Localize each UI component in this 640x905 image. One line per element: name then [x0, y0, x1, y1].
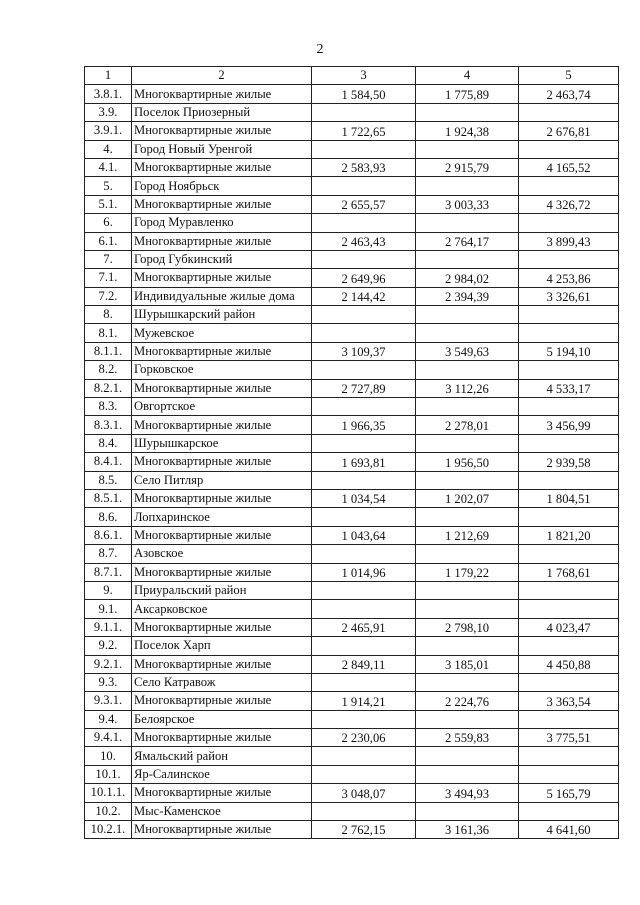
header-row	[85, 67, 619, 85]
row-name: Яр-Салинское	[132, 765, 312, 783]
table-row	[85, 287, 619, 305]
row-name: Лопхаринское	[132, 508, 312, 526]
row-value-col4: 1 924,38	[416, 122, 519, 140]
table-row	[85, 453, 619, 471]
row-value-col4	[416, 637, 519, 655]
row-value-col4: 3 494,93	[416, 784, 519, 802]
table-row	[85, 342, 619, 360]
row-number: 8.3.1.	[85, 416, 132, 434]
row-name: Многоквартирные жилые	[132, 232, 312, 250]
row-value-col3: 3 109,37	[312, 342, 416, 360]
row-number: 10.	[85, 747, 132, 765]
row-value-col4: 3 185,01	[416, 655, 519, 673]
row-value-col5	[519, 434, 619, 452]
row-value-col4	[416, 324, 519, 342]
table-header	[85, 67, 619, 85]
row-value-col4: 3 161,36	[416, 821, 519, 839]
row-number: 9.4.1.	[85, 729, 132, 747]
row-name: Многоквартирные жилые	[132, 453, 312, 471]
row-value-col5: 4 450,88	[519, 655, 619, 673]
row-value-col4: 1 212,69	[416, 526, 519, 544]
row-value-col5: 3 775,51	[519, 729, 619, 747]
table-row	[85, 526, 619, 544]
row-value-col4: 3 003,33	[416, 195, 519, 213]
row-name: Мужевское	[132, 324, 312, 342]
row-name: Многоквартирные жилые	[132, 655, 312, 673]
row-name: Многоквартирные жилые	[132, 158, 312, 176]
row-value-col3: 2 649,96	[312, 269, 416, 287]
row-name: Многоквартирные жилые	[132, 729, 312, 747]
row-name: Многоквартирные жилые	[132, 692, 312, 710]
table-row	[85, 232, 619, 250]
header-col-2: 2	[132, 67, 312, 85]
table-row	[85, 600, 619, 618]
table-row	[85, 581, 619, 599]
row-value-col3: 2 583,93	[312, 158, 416, 176]
row-value-col4	[416, 673, 519, 691]
row-number: 8.7.1.	[85, 563, 132, 581]
row-value-col4	[416, 802, 519, 820]
row-value-col5	[519, 545, 619, 563]
row-name: Многоквартирные жилые	[132, 563, 312, 581]
table-row	[85, 214, 619, 232]
row-value-col5	[519, 765, 619, 783]
row-value-col3: 1 966,35	[312, 416, 416, 434]
row-number: 5.	[85, 177, 132, 195]
row-value-col5	[519, 398, 619, 416]
row-name: Многоквартирные жилые	[132, 122, 312, 140]
row-value-col4	[416, 747, 519, 765]
row-value-col3: 2 144,42	[312, 287, 416, 305]
table-row	[85, 821, 619, 839]
row-name: Город Муравленко	[132, 214, 312, 232]
row-name: Город Губкинский	[132, 250, 312, 268]
row-value-col3: 1 034,54	[312, 489, 416, 507]
row-name: Многоквартирные жилые	[132, 489, 312, 507]
row-value-col3	[312, 214, 416, 232]
row-value-col4: 3 112,26	[416, 379, 519, 397]
row-value-col5: 2 939,58	[519, 453, 619, 471]
table-row	[85, 122, 619, 140]
table-row	[85, 471, 619, 489]
row-value-col4	[416, 545, 519, 563]
row-name: Многоквартирные жилые	[132, 526, 312, 544]
table-row	[85, 489, 619, 507]
row-value-col3	[312, 471, 416, 489]
row-name: Ямальский район	[132, 747, 312, 765]
row-number: 8.2.1.	[85, 379, 132, 397]
row-name: Многоквартирные жилые	[132, 784, 312, 802]
row-value-col5: 4 533,17	[519, 379, 619, 397]
row-value-col4: 2 798,10	[416, 618, 519, 636]
row-value-col3: 2 465,91	[312, 618, 416, 636]
row-value-col4	[416, 306, 519, 324]
row-value-col4	[416, 361, 519, 379]
row-number: 8.7.	[85, 545, 132, 563]
row-name: Шурышкарский район	[132, 306, 312, 324]
page-number: 2	[316, 42, 324, 57]
row-number: 8.1.	[85, 324, 132, 342]
row-number: 8.5.	[85, 471, 132, 489]
row-number: 10.1.1.	[85, 784, 132, 802]
row-value-col5	[519, 140, 619, 158]
row-number: 7.	[85, 250, 132, 268]
row-value-col3	[312, 747, 416, 765]
row-name: Приуральский район	[132, 581, 312, 599]
row-value-col3: 1 584,50	[312, 85, 416, 103]
row-value-col5	[519, 103, 619, 121]
row-value-col5: 3 363,54	[519, 692, 619, 710]
table-row	[85, 673, 619, 691]
row-value-col4	[416, 471, 519, 489]
row-value-col3	[312, 710, 416, 728]
row-name: Многоквартирные жилые	[132, 269, 312, 287]
row-number: 8.	[85, 306, 132, 324]
table-row	[85, 85, 619, 103]
row-name: Индивидуальные жилые дома	[132, 287, 312, 305]
row-name: Многоквартирные жилые	[132, 618, 312, 636]
row-name: Многоквартирные жилые	[132, 85, 312, 103]
row-value-col5: 1 768,61	[519, 563, 619, 581]
row-value-col3: 2 655,57	[312, 195, 416, 213]
header-col-5: 5	[519, 67, 619, 85]
table-row	[85, 140, 619, 158]
row-value-col5	[519, 508, 619, 526]
row-number: 8.1.1.	[85, 342, 132, 360]
row-value-col5: 2 463,74	[519, 85, 619, 103]
row-name: Многоквартирные жилые	[132, 342, 312, 360]
row-value-col3: 1 722,65	[312, 122, 416, 140]
row-name: Город Новый Уренгой	[132, 140, 312, 158]
row-name: Горковское	[132, 361, 312, 379]
table-row	[85, 434, 619, 452]
table-row	[85, 618, 619, 636]
row-name: Поселок Харп	[132, 637, 312, 655]
row-value-col3	[312, 765, 416, 783]
row-value-col3	[312, 324, 416, 342]
row-name: Многоквартирные жилые	[132, 416, 312, 434]
row-value-col4	[416, 508, 519, 526]
row-value-col4	[416, 177, 519, 195]
row-value-col5	[519, 471, 619, 489]
row-value-col5	[519, 324, 619, 342]
row-value-col5	[519, 581, 619, 599]
row-value-col4	[416, 214, 519, 232]
row-name: Азовское	[132, 545, 312, 563]
row-value-col3: 2 849,11	[312, 655, 416, 673]
table-row	[85, 269, 619, 287]
row-value-col3: 3 048,07	[312, 784, 416, 802]
row-number: 10.2.	[85, 802, 132, 820]
row-value-col4: 2 984,02	[416, 269, 519, 287]
table-row	[85, 324, 619, 342]
row-value-col3	[312, 802, 416, 820]
row-name: Шурышкарское	[132, 434, 312, 452]
row-value-col3	[312, 545, 416, 563]
row-number: 8.4.1.	[85, 453, 132, 471]
row-name: Многоквартирные жилые	[132, 379, 312, 397]
row-value-col4	[416, 434, 519, 452]
table-row	[85, 416, 619, 434]
row-value-col3	[312, 508, 416, 526]
row-value-col3: 2 762,15	[312, 821, 416, 839]
row-value-col5	[519, 747, 619, 765]
row-number: 4.1.	[85, 158, 132, 176]
row-value-col5: 3 899,43	[519, 232, 619, 250]
row-value-col5: 1 821,20	[519, 526, 619, 544]
row-value-col5	[519, 214, 619, 232]
row-value-col4: 3 549,63	[416, 342, 519, 360]
header-col-4: 4	[416, 67, 519, 85]
row-number: 3.9.	[85, 103, 132, 121]
row-name: Многоквартирные жилые	[132, 821, 312, 839]
row-name: Село Питляр	[132, 471, 312, 489]
table-row	[85, 398, 619, 416]
table-row	[85, 637, 619, 655]
table-row	[85, 655, 619, 673]
row-name: Аксарковское	[132, 600, 312, 618]
row-value-col3: 1 043,64	[312, 526, 416, 544]
table-row	[85, 158, 619, 176]
row-number: 10.2.1.	[85, 821, 132, 839]
row-number: 8.2.	[85, 361, 132, 379]
row-value-col3	[312, 177, 416, 195]
row-value-col4: 1 202,07	[416, 489, 519, 507]
row-number: 9.	[85, 581, 132, 599]
row-value-col5	[519, 802, 619, 820]
row-number: 5.1.	[85, 195, 132, 213]
row-value-col4	[416, 710, 519, 728]
row-value-col4	[416, 581, 519, 599]
table-row	[85, 692, 619, 710]
row-value-col5	[519, 710, 619, 728]
row-value-col3: 2 230,06	[312, 729, 416, 747]
row-value-col3	[312, 103, 416, 121]
row-value-col3	[312, 434, 416, 452]
row-value-col4	[416, 398, 519, 416]
table-row	[85, 250, 619, 268]
row-name: Многоквартирные жилые	[132, 195, 312, 213]
row-number: 7.1.	[85, 269, 132, 287]
table-body	[85, 85, 619, 839]
row-name: Овгортское	[132, 398, 312, 416]
row-value-col5	[519, 673, 619, 691]
row-number: 9.1.	[85, 600, 132, 618]
row-value-col4: 1 956,50	[416, 453, 519, 471]
row-value-col4	[416, 250, 519, 268]
table-row	[85, 545, 619, 563]
row-value-col3: 2 727,89	[312, 379, 416, 397]
row-number: 8.6.	[85, 508, 132, 526]
table-row	[85, 710, 619, 728]
row-number: 6.1.	[85, 232, 132, 250]
table-row	[85, 508, 619, 526]
row-value-col3	[312, 361, 416, 379]
row-value-col3	[312, 140, 416, 158]
row-number: 10.1.	[85, 765, 132, 783]
table-row	[85, 361, 619, 379]
row-value-col4: 2 394,39	[416, 287, 519, 305]
row-number: 4.	[85, 140, 132, 158]
row-value-col3	[312, 600, 416, 618]
row-value-col5: 3 326,61	[519, 287, 619, 305]
row-value-col5: 4 023,47	[519, 618, 619, 636]
row-name: Мыс-Каменское	[132, 802, 312, 820]
header-col-3: 3	[312, 67, 416, 85]
table-row	[85, 195, 619, 213]
row-value-col4	[416, 140, 519, 158]
row-number: 9.3.	[85, 673, 132, 691]
table-row	[85, 379, 619, 397]
table-row	[85, 784, 619, 802]
row-number: 6.	[85, 214, 132, 232]
row-value-col3: 2 463,43	[312, 232, 416, 250]
row-value-col3	[312, 250, 416, 268]
row-value-col5: 5 194,10	[519, 342, 619, 360]
row-value-col5: 4 641,60	[519, 821, 619, 839]
row-value-col4	[416, 600, 519, 618]
tariff-table	[84, 66, 619, 839]
row-value-col4: 1 775,89	[416, 85, 519, 103]
row-name: Село Катравож	[132, 673, 312, 691]
row-value-col5	[519, 361, 619, 379]
row-value-col3	[312, 637, 416, 655]
row-value-col4	[416, 765, 519, 783]
row-value-col3: 1 014,96	[312, 563, 416, 581]
row-value-col5	[519, 306, 619, 324]
row-value-col5	[519, 600, 619, 618]
row-value-col5: 4 253,86	[519, 269, 619, 287]
row-value-col4: 2 764,17	[416, 232, 519, 250]
row-value-col5: 4 326,72	[519, 195, 619, 213]
row-name: Город Ноябрьск	[132, 177, 312, 195]
row-name: Поселок Приозерный	[132, 103, 312, 121]
row-number: 9.2.	[85, 637, 132, 655]
row-value-col5	[519, 250, 619, 268]
row-number: 3.8.1.	[85, 85, 132, 103]
row-number: 9.1.1.	[85, 618, 132, 636]
table-row	[85, 747, 619, 765]
row-value-col5: 5 165,79	[519, 784, 619, 802]
row-value-col5	[519, 177, 619, 195]
row-value-col3	[312, 398, 416, 416]
row-number: 9.2.1.	[85, 655, 132, 673]
row-name: Белоярское	[132, 710, 312, 728]
row-value-col4: 2 278,01	[416, 416, 519, 434]
row-value-col5: 2 676,81	[519, 122, 619, 140]
header-col-1: 1	[85, 67, 132, 85]
row-number: 8.4.	[85, 434, 132, 452]
table-row	[85, 177, 619, 195]
row-value-col4: 2 559,83	[416, 729, 519, 747]
row-number: 9.4.	[85, 710, 132, 728]
row-number: 8.5.1.	[85, 489, 132, 507]
row-number: 8.6.1.	[85, 526, 132, 544]
row-number: 3.9.1.	[85, 122, 132, 140]
row-value-col3: 1 693,81	[312, 453, 416, 471]
table-row	[85, 765, 619, 783]
row-number: 9.3.1.	[85, 692, 132, 710]
table-row	[85, 306, 619, 324]
row-value-col5	[519, 637, 619, 655]
row-value-col5: 1 804,51	[519, 489, 619, 507]
row-value-col5: 3 456,99	[519, 416, 619, 434]
row-number: 7.2.	[85, 287, 132, 305]
row-value-col4: 2 915,79	[416, 158, 519, 176]
row-value-col3: 1 914,21	[312, 692, 416, 710]
table-row	[85, 802, 619, 820]
table-row	[85, 729, 619, 747]
table-row	[85, 103, 619, 121]
row-value-col3	[312, 581, 416, 599]
row-value-col4: 1 179,22	[416, 563, 519, 581]
table-row	[85, 563, 619, 581]
row-value-col3	[312, 673, 416, 691]
row-value-col4	[416, 103, 519, 121]
row-value-col3	[312, 306, 416, 324]
row-value-col4: 2 224,76	[416, 692, 519, 710]
row-value-col5: 4 165,52	[519, 158, 619, 176]
row-number: 8.3.	[85, 398, 132, 416]
